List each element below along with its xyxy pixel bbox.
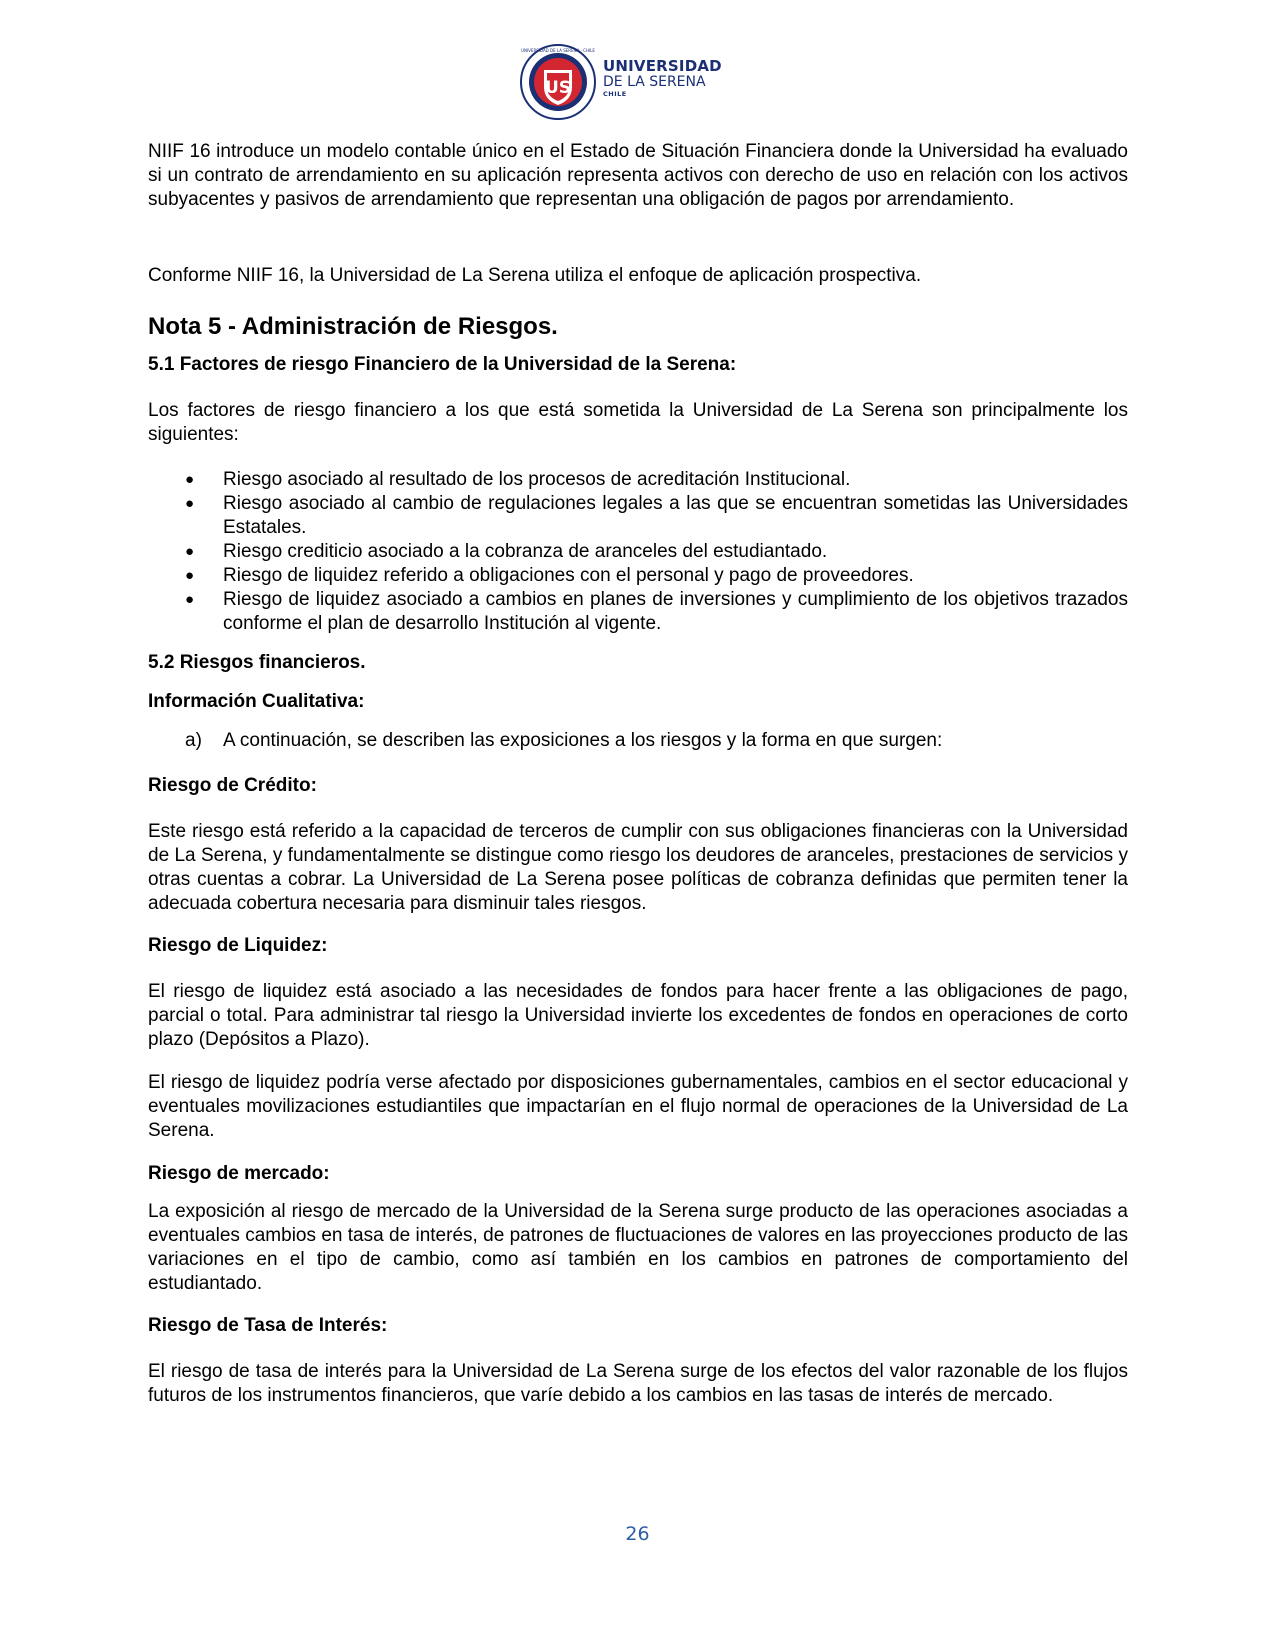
subsection-title-5-2: 5.2 Riesgos financieros. [148,652,366,673]
bullet-icon: ● [185,471,195,488]
list-marker: a) [185,730,202,751]
bullet-icon: ● [185,567,195,584]
intro-paragraph-2: Conforme NIIF 16, la Universidad de La Serena utiliza el enfoque de aplicación prospectiva. [148,265,922,286]
list-item-text: A continuación, se describen las exposiciones a los riesgos y la forma en que surgen: [223,730,943,751]
tasa-interes-paragraph: El riesgo de tasa de interés para la Universidad de La Serena surge de los efectos del valor razonable de los flujos futuros de los instrumentos financieros, que varíe debido a los cambios en las tasas de interés de mercado. [148,1361,1128,1406]
factors-intro-paragraph: Los factores de riesgo financiero a los que está sometida la Universidad de La Serena son principalmente los siguientes: [148,400,1128,445]
intro-paragraph-1: NIIF 16 introduce un modelo contable único en el Estado de Situación Financiera donde la Universidad ha evaluado si un contrato de arrendamiento en su aplicación representa activos con derecho de uso en relación con los activos subyacentes y pasivos de arrendamiento que representan una obligación de pagos por arrendamiento. [148,141,1128,210]
mercado-heading: Riesgo de mercado: [148,1163,330,1184]
list-item [148,492,1128,540]
liquidez-paragraph-1: El riesgo de liquidez está asociado a las necesidades de fondos para hacer frente a las obligaciones de pago, parcial o total. Para administrar tal riesgo la Universidad invierte los excedentes de fondos en operaciones de corto plazo (Depósitos a Plazo). [148,981,1128,1050]
list-item-text: Riesgo asociado al resultado de los procesos de acreditación Institucional. [223,469,851,490]
seal-ring-text: UNIVERSIDAD DE LA SERENA · CHILE [521,48,595,53]
list-item-text: Riesgo asociado al cambio de regulaciones legales a las que se encuentran sometidas las Universidades Estatales. [223,493,1128,538]
liquidez-paragraph-2: El riesgo de liquidez podría verse afectado por disposiciones gubernamentales, cambios en el sector educacional y eventuales movilizaciones estudiantiles que impactarían en el flujo normal de operaciones de la Universidad de La Serena. [148,1072,1128,1141]
list-item-text: Riesgo crediticio asociado a la cobranza de aranceles del estudiantado. [223,541,828,562]
list-item [148,540,1128,564]
list-item [148,588,1128,636]
cualitativa-heading: Información Cualitativa: [148,691,365,712]
lettered-list [148,729,1128,753]
university-seal-icon [519,43,597,121]
section-title-nota-5: Nota 5 - Administración de Riesgos. [148,313,558,340]
bullet-icon: ● [185,591,195,608]
bullet-icon: ● [185,495,195,512]
credito-heading: Riesgo de Crédito: [148,775,317,796]
list-item [148,468,1128,492]
list-item [148,729,1128,753]
list-item [148,564,1128,588]
credito-paragraph: Este riesgo está referido a la capacidad de terceros de cumplir con sus obligaciones financieras con la Universidad de La Serena, y fundamentalmente se distingue como riesgo los deudores de aranceles, prestaciones de servicios y otras cuentas a cobrar. La Universidad de La Serena posee políticas de cobranza definidas que permiten tener la adecuada cobertura necesaria para disminuir tales riesgos. [148,821,1128,914]
logo-line-universidad: UNIVERSIDAD [603,57,722,75]
liquidez-heading: Riesgo de Liquidez: [148,935,328,956]
logo-line-de-la-serena: DE LA SERENA [603,74,706,90]
page-number: 26 [625,1523,650,1545]
list-item-text: Riesgo de liquidez asociado a cambios en planes de inversiones y cumplimiento de los objetivos trazados conforme el plan de desarrollo Institución al vigente. [223,589,1128,634]
logo-line-chile: CHILE [603,90,627,98]
logo-wordmark [603,58,722,99]
university-logo [519,43,722,121]
seal-letters: US [544,78,572,98]
bullet-icon: ● [185,543,195,560]
subsection-title-5-1: 5.1 Factores de riesgo Financiero de la Universidad de la Serena: [148,354,737,375]
list-item-text: Riesgo de liquidez referido a obligaciones con el personal y pago de proveedores. [223,565,914,586]
tasa-interes-heading: Riesgo de Tasa de Interés: [148,1315,388,1336]
mercado-paragraph: La exposición al riesgo de mercado de la Universidad de la Serena surge producto de las operaciones asociadas a eventuales cambios en tasa de interés, de patrones de fluctuaciones de valores en las proyecciones producto de las variaciones en el tipo de cambio, como así también en los cambios en patrones de comportamiento del estudiantado. [148,1201,1128,1294]
risk-factors-list [148,468,1128,636]
